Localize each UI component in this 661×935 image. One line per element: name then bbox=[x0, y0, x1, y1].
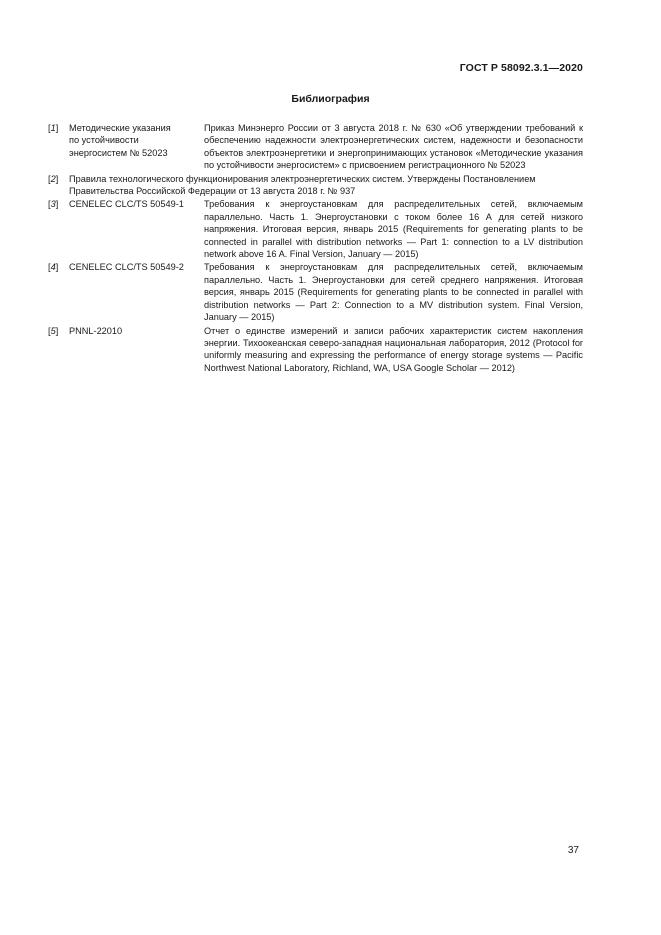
entry-number: [3] bbox=[48, 199, 59, 210]
entry-description: Приказ Минэнерго России от 3 августа 2018 г. № 630 «Об утверждении требований к обеспечению надежности электроэнергетических систем, надежности и безопасности объектов электроэнергетики и энергопринимающих установок «Методические указания по устойчивости энергосистем» с присвоением регистрационного № 52023 bbox=[204, 123, 583, 171]
entry-source: CENELEC CLC/TS 50549-1 bbox=[69, 199, 184, 210]
bibliography-entry-2 bbox=[48, 173, 583, 198]
entry-source: Методические указания по устойчивости энергосистем № 52023 bbox=[69, 123, 171, 158]
entry-number: [4] bbox=[48, 262, 59, 273]
entry-description: Правила технологического функционирования электроэнергетических систем. Утверждены Постановлением Правительства Российской Федерации от 13 августа 2018 г. № 937 bbox=[69, 173, 536, 197]
bibliography-entry-5 bbox=[48, 325, 583, 375]
entry-source: PNNL-22010 bbox=[69, 325, 123, 336]
entry-description: Отчет о единстве измерений и записи рабочих характеристик систем накопления энергии. Тихоокеанская северо-западная национальная лаборатория, 2012 (Protocol for uniformly measuring and expressing the performance of energy storage systems — Pacific Northwest National Laboratory, Richland, WA, USA Google Scholar — 2012) bbox=[204, 325, 583, 373]
bibliography-list bbox=[48, 122, 583, 375]
entry-description: Требования к энергоустановкам для распределительных сетей, включаемым параллельно. Часть 1. Энергоустановки с током более 16 А для сетей низкого напряжения. Итоговая версия, январь 2015 (Requirements for generating plants to be connected in parallel with distribution networks — Part 1: connection to a LV distribution network above 16 A. Final Version, January — 2015) bbox=[204, 199, 583, 260]
entry-number: [2] bbox=[48, 173, 59, 184]
entry-description: Требования к энергоустановкам для распределительных сетей, включаемым параллельно. Часть 1. Энергоустановки для сетей среднего напряжения. Итоговая версия, январь 2015 (Requirements for generating plants to be connected in parallel with distribution networks — Part 2: Connection to a MV distribution system. Final Version, January — 2015) bbox=[204, 262, 583, 323]
page-number: 37 bbox=[567, 845, 579, 856]
entry-number: [1] bbox=[48, 123, 59, 133]
page-title: Библиография bbox=[291, 93, 370, 105]
bibliography-entry-3 bbox=[48, 198, 583, 260]
entry-source: CENELEC CLC/TS 50549-2 bbox=[69, 262, 184, 273]
document-code: ГОСТ Р 58092.3.1—2020 bbox=[459, 62, 583, 74]
entry-number: [5] bbox=[48, 325, 59, 336]
bibliography-entry-1 bbox=[48, 122, 583, 172]
bibliography-entry-4 bbox=[48, 261, 583, 323]
